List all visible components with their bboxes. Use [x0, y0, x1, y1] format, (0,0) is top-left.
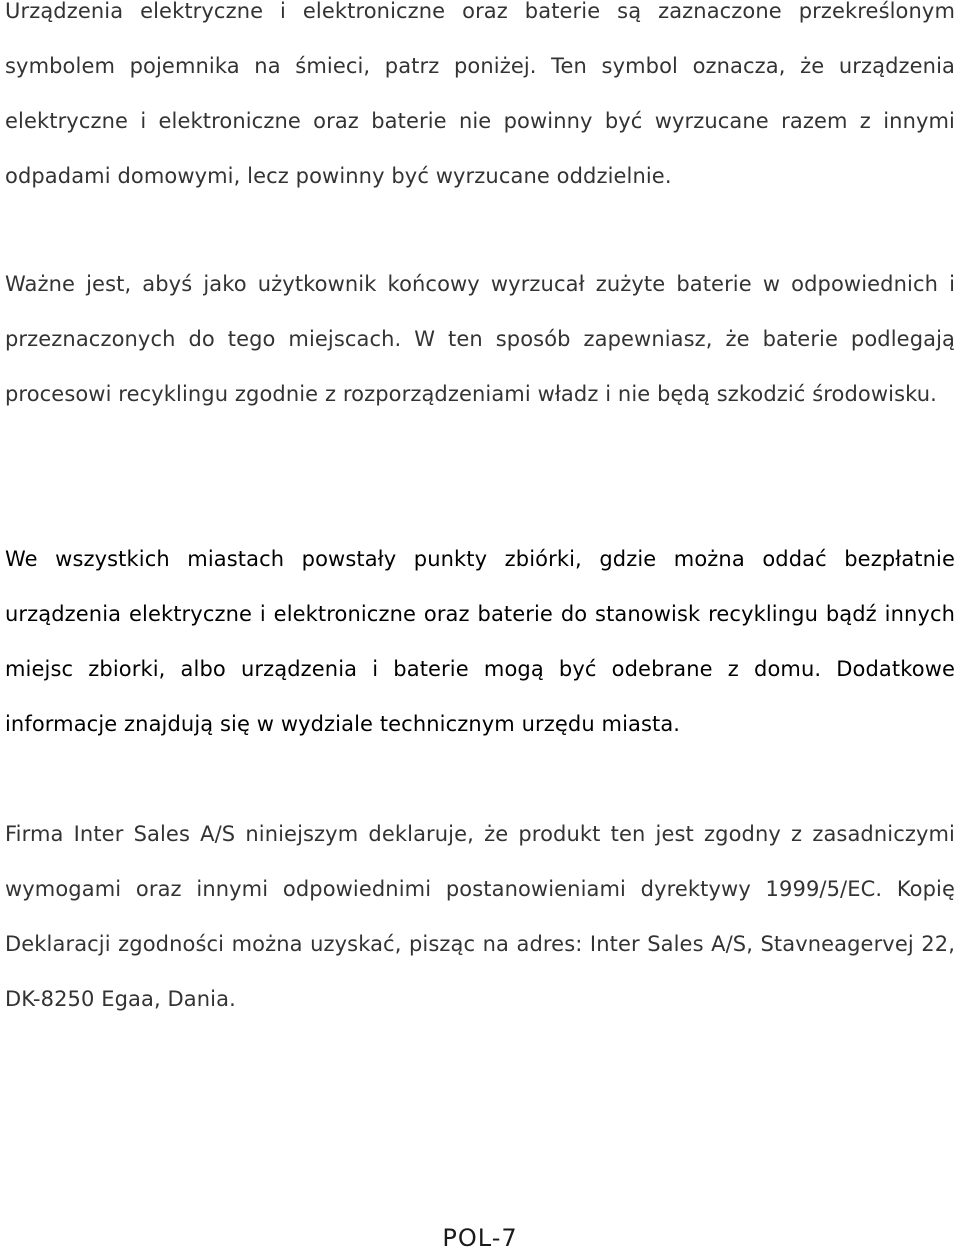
paragraph-declaration-of-conformity: Firma Inter Sales A/S niniejszym deklaruje, że produkt ten jest zgodny z zasadniczymi wymogami oraz innymi odpowiednimi postanowieniami dyrektywy 1999/5/EC. Kopię Deklaracji zgodności można uzyskać, pisząc na adres: Inter Sales A/S, Stavneagervej 22, DK-8250 Egaa, Dania. — [5, 822, 955, 1011]
paragraph-collection-points: We wszystkich miastach powstały punkty zbiórki, gdzie można oddać bezpłatnie urządzenia elektryczne i elektroniczne oraz baterie do stanowisk recyklingu bądź innych miejsc zbiorki, albo urządzenia i baterie mogą być odebrane z domu. Dodatkowe informacje znajdują się w wydziale technicznym urzędu miasta. — [5, 547, 955, 736]
paragraph-battery-disposal: Ważne jest, abyś jako użytkownik końcowy wyrzucał zużyte baterie w odpowiednich i przeznaczonych do tego miejscach. W ten sposób zapewniasz, że baterie podlegają procesowi recyklingu zgodnie z rozporządzeniami władz i nie będą szkodzić środowisku. — [5, 272, 955, 406]
page-number: POL-7 — [442, 1224, 518, 1252]
paragraph-weee-symbol: Urządzenia elektryczne i elektroniczne oraz baterie są zaznaczone przekreślonym symbolem pojemnika na śmieci, patrz poniżej. Ten symbol oznacza, że urządzenia elektryczne i elektroniczne oraz baterie nie powinny być wyrzucane razem z innymi odpadami domowymi, lecz powinny być wyrzucane oddzielnie. — [5, 0, 955, 188]
